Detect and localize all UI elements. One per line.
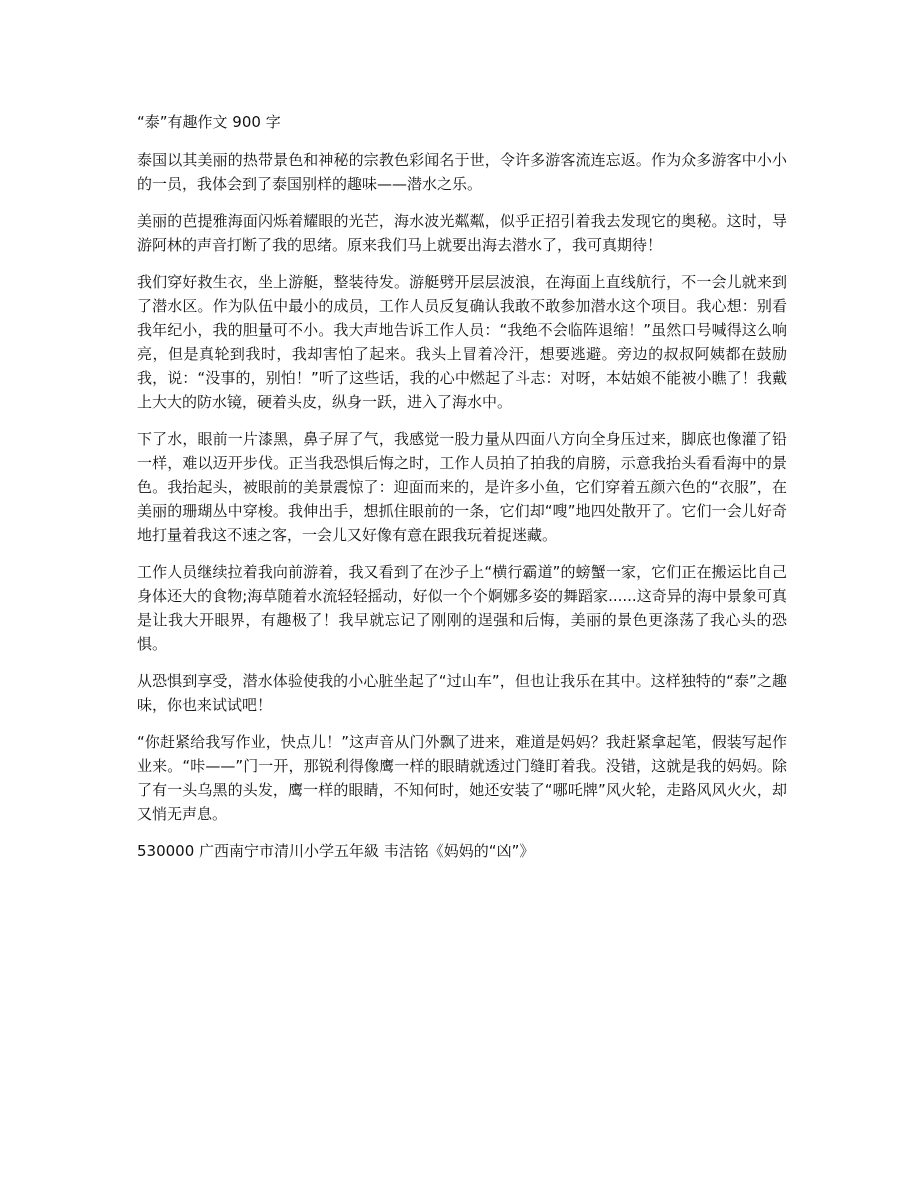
paragraph-1: 泰国以其美丽的热带景色和神秘的宗教色彩闻名于世，令许多游客流连忘返。作为众多游客中小小的一员，我体会到了泰国别样的趣味——潜水之乐。 [137,151,787,193]
paragraph-2: 美丽的芭提雅海面闪烁着耀眼的光芒，海水波光粼粼，似乎正招引着我去发现它的奥秘。这时，导游阿林的声音打断了我的思绪。原来我们马上就要出海去潜水了，我可真期待！ [137,212,787,254]
source-line: 530000 广西南宁市清川小学五年級 韦洁铭《妈妈的“凶”》 [137,842,535,860]
paragraph-5: 工作人员继续拉着我向前游着，我又看到了在沙子上“横行霸道”的螃蟹一家，它们正在搬运比自己身体还大的食物;海草随着水流轻轻摇动，好似一个个婀娜多姿的舞蹈家......这奇异的海中景象可真是让我大开眼界，有趣极了！我早就忘记了刚刚的逞强和后悔，美丽的景色更涤荡了我心头的恐惧。 [137,563,787,653]
paragraph-6: 从恐惧到享受，潜水体验使我的小心脏坐起了“过山车”，但也让我乐在其中。这样独特的“泰”之趣味，你也来试试吧！ [137,672,787,714]
document-body [137,110,787,863]
paragraph-7: “你赶紧给我写作业，快点儿！”这声音从门外飘了进来，难道是妈妈？我赶紧拿起笔，假装写起作业来。“咔——”门一开，那锐利得像鹰一样的眼睛就透过门缝盯着我。没错，这就是我的妈妈。除了有一头乌黑的头发，鹰一样的眼睛，不知何时，她还安装了“哪吒牌”风火轮，走路风风火火，却又悄无声息。 [137,733,787,823]
document-title: “泰”有趣作文 900 字 [137,113,281,131]
paragraph-4: 下了水，眼前一片漆黑，鼻子屏了气，我感觉一股力量从四面八方向全身压过来，脚底也像灌了铅一样，难以迈开步伐。正当我恐惧后悔之时，工作人员拍了拍我的肩膀，示意我抬头看看海中的景色。我抬起头，被眼前的美景震惊了：迎面而来的，是许多小鱼，它们穿着五颜六色的“衣服”，在美丽的珊瑚丛中穿梭。我伸出手，想抓住眼前的一条，它们却“嗖”地四处散开了。它们一会儿好奇地打量着我这不速之客，一会儿又好像有意在跟我玩着捉迷藏。 [137,430,787,544]
paragraph-3: 我们穿好救生衣，坐上游艇，整装待发。游艇劈开层层波浪，在海面上直线航行，不一会儿就来到了潜水区。作为队伍中最小的成员，工作人员反复确认我敢不敢参加潜水这个项目。我心想：别看我年纪小，我的胆量可不小。我大声地告诉工作人员：“我绝不会临阵退缩！”虽然口号喊得这么响亮，但是真轮到我时，我却害怕了起来。我头上冒着冷汗，想要逃避。旁边的叔叔阿姨都在鼓励我，说：“没事的，别怕！”听了这些话，我的心中燃起了斗志：对呀，本姑娘不能被小瞧了！我戴上大大的防水镜，硬着头皮，纵身一跃，进入了海水中。 [137,273,787,411]
